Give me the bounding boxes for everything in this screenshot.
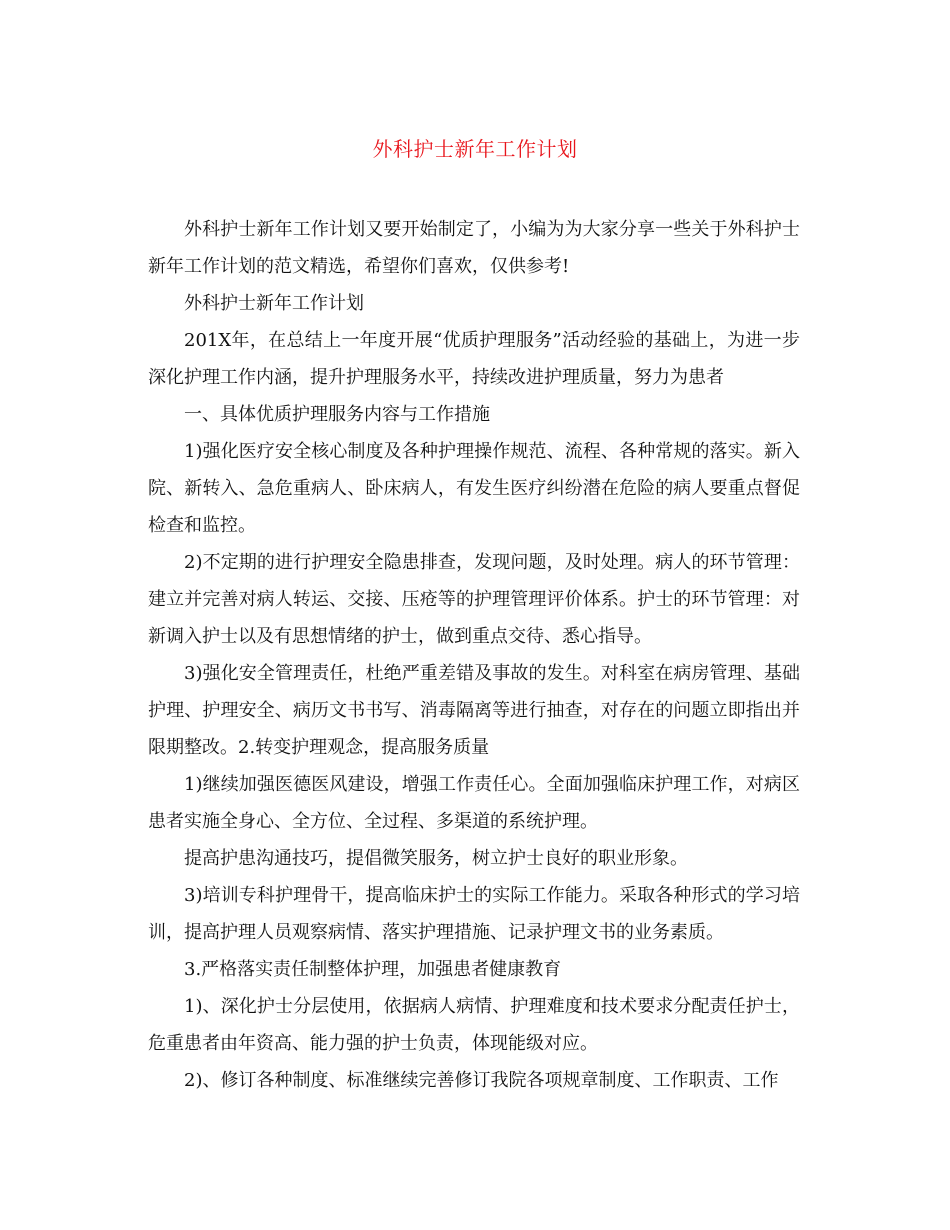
paragraph-item: 1)继续加强医德医风建设，增强工作责任心。全面加强临床护理工作，对病区患者实施全身心、全方位、全过程、多渠道的系统护理。 bbox=[148, 774, 800, 832]
paragraph-item: 3)强化安全管理责任，杜绝严重差错及事故的发生。对科室在病房管理、基础护理、护理安全、病历文书书写、消毒隔离等进行抽查，对存在的问题立即指出并限期整改。2.转变护理观念，提高服务质量 bbox=[148, 663, 800, 758]
paragraph-subtitle: 外科护士新年工作计划 bbox=[184, 293, 364, 314]
paragraph-item: 1)强化医疗安全核心制度及各种护理操作规范、流程、各种常规的落实。新入院、新转入、急危重病人、卧床病人，有发生医疗纠纷潜在危险的病人要重点督促检查和监控。 bbox=[148, 441, 800, 536]
paragraph-item: 3)培训专科护理骨干，提高临床护士的实际工作能力。采取各种形式的学习培训，提高护理人员观察病情、落实护理措施、记录护理文书的业务素质。 bbox=[148, 885, 800, 943]
paragraph-item: 2)不定期的进行护理安全隐患排查，发现问题，及时处理。病人的环节管理：建立并完善对病人转运、交接、压疮等的护理管理评价体系。护士的环节管理：对新调入护士以及有思想情绪的护士，做到重点交待、悉心指导。 bbox=[148, 552, 800, 647]
document-body bbox=[148, 211, 800, 1099]
section-heading-3: 3.严格落实责任制整体护理，加强患者健康教育 bbox=[184, 959, 562, 980]
paragraph-intro: 外科护士新年工作计划又要开始制定了，小编为为大家分享一些关于外科护士新年工作计划的范文精选，希望你们喜欢，仅供参考! bbox=[148, 219, 800, 277]
document-title: 外科护士新年工作计划 bbox=[372, 137, 578, 161]
paragraph-item: 2)、修订各种制度、标准继续完善修订我院各项规章制度、工作职责、工作 bbox=[184, 1070, 779, 1091]
paragraph-item: 提高护患沟通技巧，提倡微笑服务，树立护士良好的职业形象。 bbox=[184, 848, 688, 869]
section-heading-1: 一、具体优质护理服务内容与工作措施 bbox=[184, 404, 490, 425]
paragraph-item: 1)、深化护士分层使用，依据病人病情、护理难度和技术要求分配责任护士，危重患者由年资高、能力强的护士负责，体现能级对应。 bbox=[148, 996, 800, 1054]
paragraph-overview: 201X年，在总结上一年度开展“优质护理服务”活动经验的基础上，为进一步深化护理工作内涵，提升护理服务水平，持续改进护理质量，努力为患者 bbox=[148, 330, 800, 388]
